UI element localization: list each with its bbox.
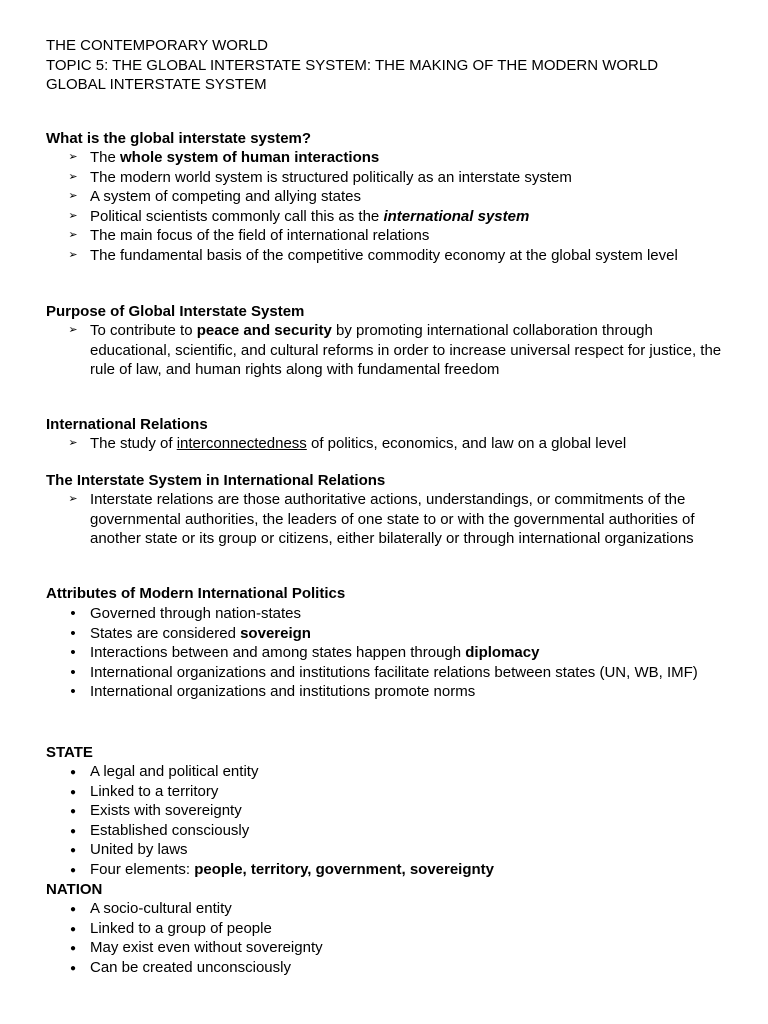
list-item: • International organizations and institutions promote norms — [0, 682, 768, 702]
heading-purpose: Purpose of Global Interstate System — [46, 303, 305, 320]
bullet-icon: ● — [69, 845, 77, 856]
bullet-icon: • — [70, 663, 76, 681]
list-item: ● United by laws — [0, 840, 768, 860]
list-item: ● Linked to a territory — [0, 782, 768, 802]
list-item: ➢ The fundamental basis of the competitive commodity economy at the global system level — [0, 246, 768, 266]
course-title: THE CONTEMPORARY WORLD — [46, 37, 268, 54]
bullet-icon: ● — [69, 806, 77, 817]
list-item: ● May exist even without sovereignty — [0, 938, 768, 958]
bullet-icon: • — [70, 605, 76, 622]
bullet-icon: ● — [69, 864, 77, 876]
heading-interstate-system: The Interstate System in International Relations — [46, 472, 386, 489]
topic-title: TOPIC 5: THE GLOBAL INTERSTATE SYSTEM: THE MAKING OF THE MODERN WORLD — [46, 56, 659, 74]
list-item: • Governed through nation-states — [0, 604, 768, 624]
list-item: ➢ Political scientists commonly call this as the international system — [0, 207, 768, 227]
list-what-is — [0, 148, 768, 265]
list-item: ● Exists with sovereignty — [0, 801, 768, 821]
list-item: ➢ A system of competing and allying states — [0, 187, 768, 207]
list-attributes — [0, 604, 768, 702]
list-item: ● A legal and political entity — [0, 762, 768, 782]
section-main-title: GLOBAL INTERSTATE SYSTEM — [46, 76, 267, 93]
list-item: ➢ The modern world system is structured politically as an interstate system — [0, 168, 768, 188]
list-international-relations — [0, 434, 768, 454]
arrow-bullet-icon: ➢ — [68, 437, 78, 449]
heading-state: STATE — [46, 744, 93, 761]
list-state — [0, 762, 768, 879]
bullet-icon: ● — [69, 786, 77, 798]
arrow-bullet-icon: ➢ — [68, 151, 78, 163]
heading-nation: NATION — [46, 881, 103, 898]
heading-international-relations: International Relations — [46, 416, 208, 433]
bullet-icon: ● — [69, 825, 77, 837]
list-item: • International organizations and institutions facilitate relations between states (UN, WB, IMF) — [0, 663, 768, 683]
bullet-icon: • — [70, 644, 76, 661]
list-item: ● Can be created unconsciously — [0, 958, 768, 978]
bullet-icon: ● — [69, 904, 77, 915]
arrow-bullet-icon: ➢ — [68, 170, 78, 183]
list-item: ➢ The main focus of the field of international relations — [0, 226, 768, 246]
list-item: ➢ The study of interconnectedness of politics, economics, and law on a global level — [0, 434, 768, 454]
arrow-bullet-icon: ➢ — [68, 324, 78, 336]
list-item: ➢ The whole system of human interactions — [0, 148, 768, 168]
list-item: • Interactions between and among states happen through diplomacy — [0, 643, 768, 663]
list-item: ➢ Interstate relations are those authoritative actions, understandings, or commitments of the governmental authorities, the leaders of one state to or with the governmental authorities of another state or its group or citizens, either bilaterally or through international organizations — [0, 490, 768, 549]
heading-what-is: What is the global interstate system? — [46, 130, 312, 147]
arrow-bullet-icon: ➢ — [68, 248, 78, 261]
arrow-bullet-icon: ➢ — [68, 190, 78, 202]
bullet-icon: ● — [69, 943, 77, 954]
list-nation — [0, 899, 768, 977]
bullet-icon: • — [70, 683, 76, 700]
list-item: ● Four elements: people, territory, government, sovereignty — [0, 860, 768, 880]
list-item: • States are considered sovereign — [0, 624, 768, 644]
list-purpose — [0, 321, 768, 380]
bullet-icon: • — [70, 624, 76, 642]
list-item: ● A socio-cultural entity — [0, 899, 768, 919]
document-header — [46, 36, 736, 95]
list-interstate-system — [0, 490, 768, 549]
heading-attributes: Attributes of Modern International Politics — [46, 585, 346, 602]
list-item: ● Established consciously — [0, 821, 768, 841]
bullet-icon: ● — [69, 962, 77, 974]
bullet-icon: ● — [69, 923, 77, 935]
bullet-icon: ● — [69, 767, 77, 778]
arrow-bullet-icon: ➢ — [68, 209, 78, 222]
list-item: ● Linked to a group of people — [0, 919, 768, 939]
arrow-bullet-icon: ➢ — [68, 229, 78, 241]
list-item: ➢ To contribute to peace and security by promoting international collaboration through educational, scientific, and cultural reforms in order to increase universal respect for justice, the rule of law, and human rights along with fundamental freedom — [0, 321, 768, 380]
arrow-bullet-icon: ➢ — [68, 493, 78, 505]
